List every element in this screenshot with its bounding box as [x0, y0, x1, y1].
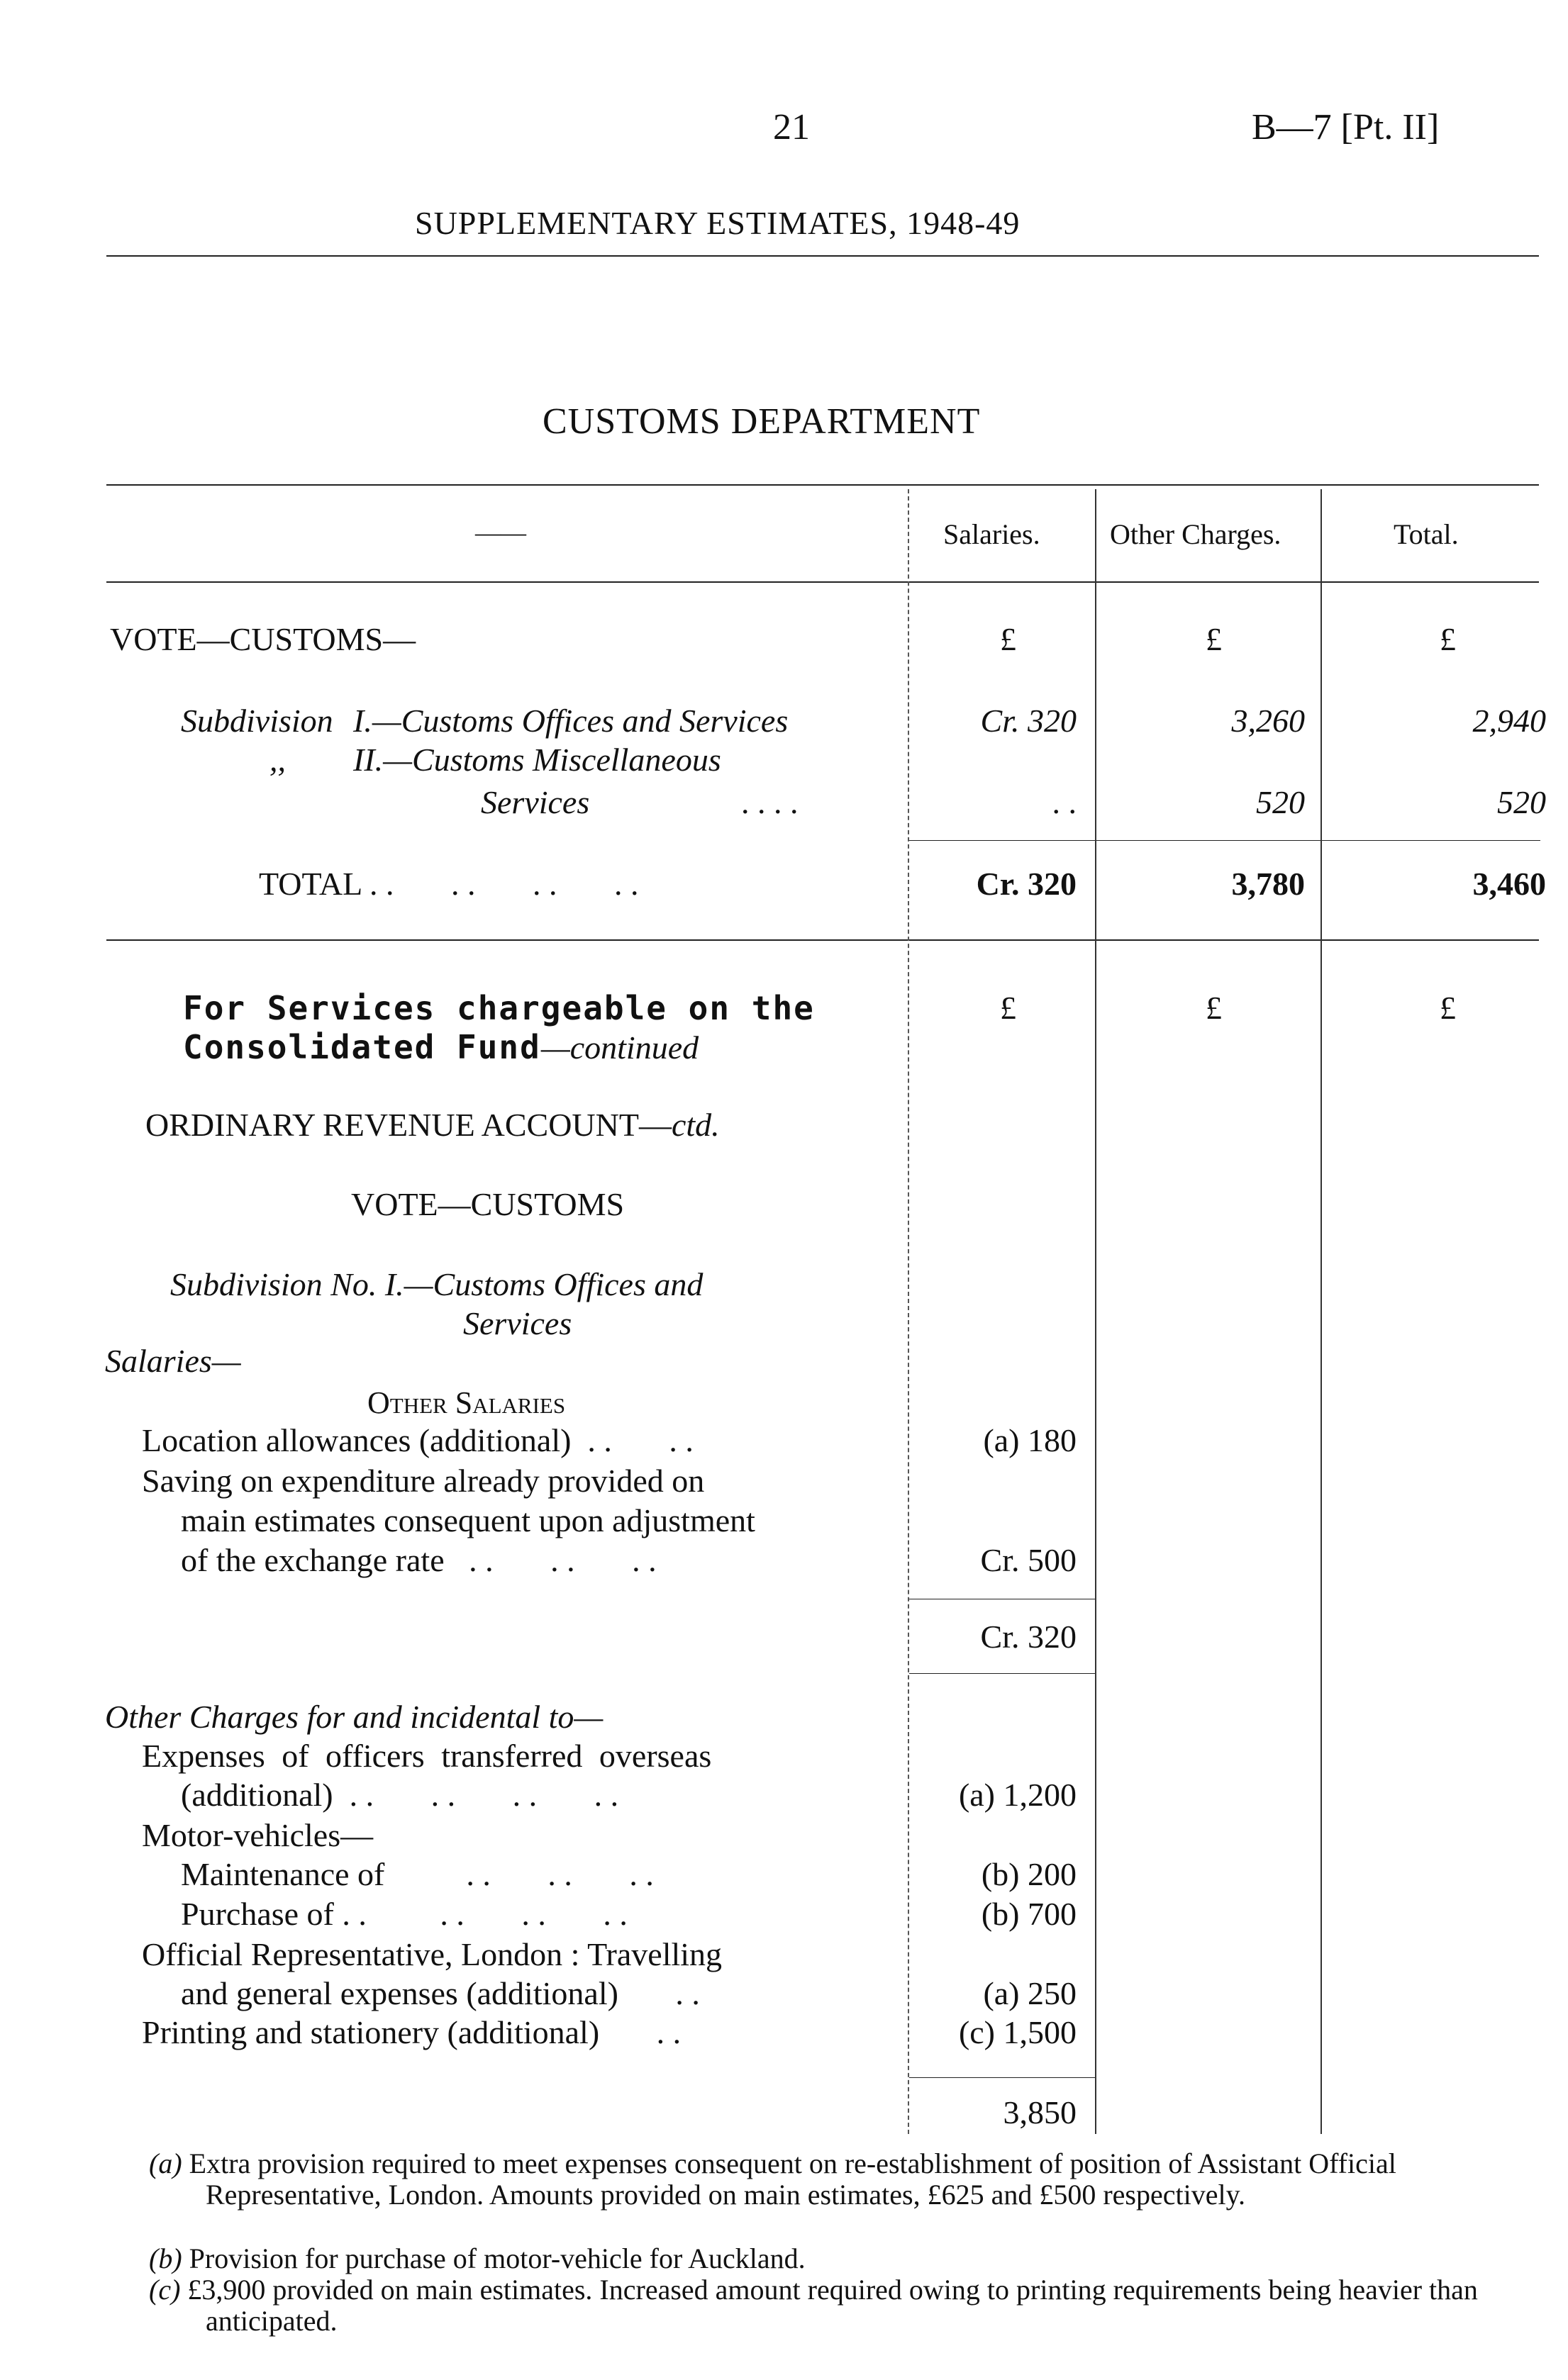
- footnote-c: [149, 2274, 1539, 2337]
- detail-vote-heading: VOTE—CUSTOMS: [351, 1186, 625, 1222]
- charge-item-official-line-1: Official Representative, London : Travelling: [142, 1936, 723, 1972]
- salary-item-saving-line-3: of the exchange rate . . . . . .: [181, 1542, 657, 1578]
- summary-row-1-other: 3,260: [1231, 703, 1305, 739]
- running-title: SUPPLEMENTARY ESTIMATES, 1948-49: [415, 205, 1021, 241]
- subdivision-heading: Subdivision No. I.—Customs Offices and: [170, 1266, 704, 1302]
- charge-item-printing-amount: (c) 1,500: [958, 2014, 1077, 2050]
- account-heading-ctd: ctd.: [671, 1107, 720, 1143]
- charge-item-maintenance-amount: (b) 200: [981, 1856, 1077, 1892]
- footnote-a: [149, 2147, 1539, 2211]
- account-heading-text: ORDINARY REVENUE ACCOUNT—: [145, 1107, 672, 1143]
- summary-currency-salaries: £: [1000, 621, 1016, 657]
- charge-item-official-amount: (a) 250: [983, 1975, 1077, 2011]
- summary-currency-total: £: [1440, 621, 1456, 657]
- summary-total-rule: [909, 840, 1540, 841]
- column-header-total: Total.: [1394, 518, 1459, 550]
- charge-item-expenses-amount: (a) 1,200: [958, 1777, 1077, 1813]
- footnote-a-text: Extra provision required to meet expenses consequent on re-establishment of position of Assistant Official Representative, London. Amounts provided on main estimates, £625 and £500 respectively.: [189, 2147, 1396, 2211]
- detail-currency-total: £: [1440, 990, 1456, 1026]
- other-salaries-heading: Other Salaries: [367, 1385, 566, 1420]
- column-divider-1: [908, 489, 909, 2134]
- salary-item-saving-amount: Cr. 500: [980, 1542, 1077, 1578]
- summary-bottom-rule: [106, 939, 1539, 941]
- summary-row-2-salaries: . .: [1052, 784, 1077, 820]
- salary-item-location: Location allowances (additional) . . . .: [142, 1422, 694, 1458]
- account-heading: [145, 1106, 720, 1144]
- summary-row-1-label: I.—Customs Offices and Services: [353, 703, 789, 739]
- summary-row-2-ditto: ,,: [269, 742, 286, 778]
- footnote-b-text: Provision for purchase of motor-vehicle for Auckland.: [189, 2242, 806, 2274]
- salary-item-saving-line-1: Saving on expenditure already provided on: [142, 1463, 705, 1499]
- column-divider-2: [1095, 489, 1096, 2134]
- page-number: 21: [773, 107, 810, 147]
- salaries-subtotal-bottom-rule: [909, 1673, 1095, 1674]
- footnote-b: [149, 2242, 1539, 2274]
- charge-item-maintenance: Maintenance of . . . . . .: [181, 1856, 654, 1892]
- summary-total-salaries: Cr. 320: [976, 866, 1077, 902]
- detail-heading-fund: Consolidated Fund: [183, 1028, 541, 1066]
- summary-total-total: 3,460: [1472, 866, 1546, 902]
- table-top-rule: [106, 484, 1539, 486]
- summary-row-2-leaders: . . . .: [741, 784, 799, 820]
- detail-currency-salaries: £: [1000, 990, 1016, 1026]
- detail-heading-continued: —continued: [540, 1029, 699, 1066]
- summary-row-1-total: 2,940: [1472, 703, 1546, 739]
- charges-subtotal-rule: [909, 2077, 1095, 2078]
- column-header-rule: [106, 581, 1539, 583]
- charge-item-motor-vehicles: Motor-vehicles—: [142, 1817, 374, 1853]
- summary-row-2-label: II.—Customs Miscellaneous: [353, 742, 721, 778]
- detail-heading-line-2: [183, 1028, 699, 1066]
- detail-currency-other: £: [1206, 990, 1222, 1026]
- summary-total-label: TOTAL . . . . . . . .: [259, 866, 639, 902]
- salary-item-saving-line-2: main estimates consequent upon adjustment: [181, 1502, 755, 1538]
- charge-item-purchase: Purchase of . . . . . . . .: [181, 1896, 628, 1932]
- detail-heading-line-1: For Services chargeable on the: [183, 989, 815, 1027]
- charge-item-official-line-2: and general expenses (additional) . .: [181, 1975, 700, 2011]
- charge-item-expenses-line-1: Expenses of officers transferred overseas: [142, 1738, 712, 1774]
- summary-row-2-other: 520: [1256, 784, 1305, 820]
- salaries-heading: Salaries—: [105, 1343, 241, 1379]
- summary-vote-label: VOTE—CUSTOMS—: [110, 621, 416, 657]
- footnote-b-label: (b): [149, 2242, 182, 2274]
- footnote-a-label: (a): [149, 2147, 182, 2179]
- department-title: CUSTOMS DEPARTMENT: [543, 401, 981, 442]
- column-header-description: ——: [475, 518, 526, 547]
- charges-subtotal: 3,850: [1003, 2094, 1077, 2130]
- charge-item-purchase-amount: (b) 700: [981, 1896, 1077, 1932]
- salaries-subtotal: Cr. 320: [980, 1619, 1077, 1655]
- column-divider-3: [1320, 489, 1322, 2134]
- page-reference: B—7 [Pt. II]: [1252, 107, 1440, 147]
- column-header-salaries: Salaries.: [943, 518, 1040, 550]
- summary-row-1-salaries: Cr. 320: [980, 703, 1077, 739]
- subdivision-heading-cont: Services: [463, 1305, 572, 1341]
- footnote-c-text: £3,900 provided on main estimates. Increased amount required owing to printing requirements being heavier than anticipated.: [187, 2274, 1478, 2337]
- charge-item-printing: Printing and stationery (additional) . .: [142, 2014, 682, 2050]
- column-header-other-charges: Other Charges.: [1110, 518, 1281, 550]
- other-charges-heading: Other Charges for and incidental to—: [105, 1699, 604, 1735]
- summary-row-1-subdivision: Subdivision: [181, 703, 333, 739]
- summary-row-2-label-cont: Services: [481, 784, 590, 820]
- footnote-c-label: (c): [149, 2274, 181, 2306]
- summary-currency-other: £: [1206, 621, 1222, 657]
- salary-item-location-amount: (a) 180: [983, 1422, 1077, 1458]
- summary-row-2-total: 520: [1497, 784, 1546, 820]
- summary-total-other: 3,780: [1231, 866, 1305, 902]
- charge-item-expenses-line-2: (additional) . . . . . . . .: [181, 1777, 619, 1813]
- header-rule: [106, 255, 1539, 257]
